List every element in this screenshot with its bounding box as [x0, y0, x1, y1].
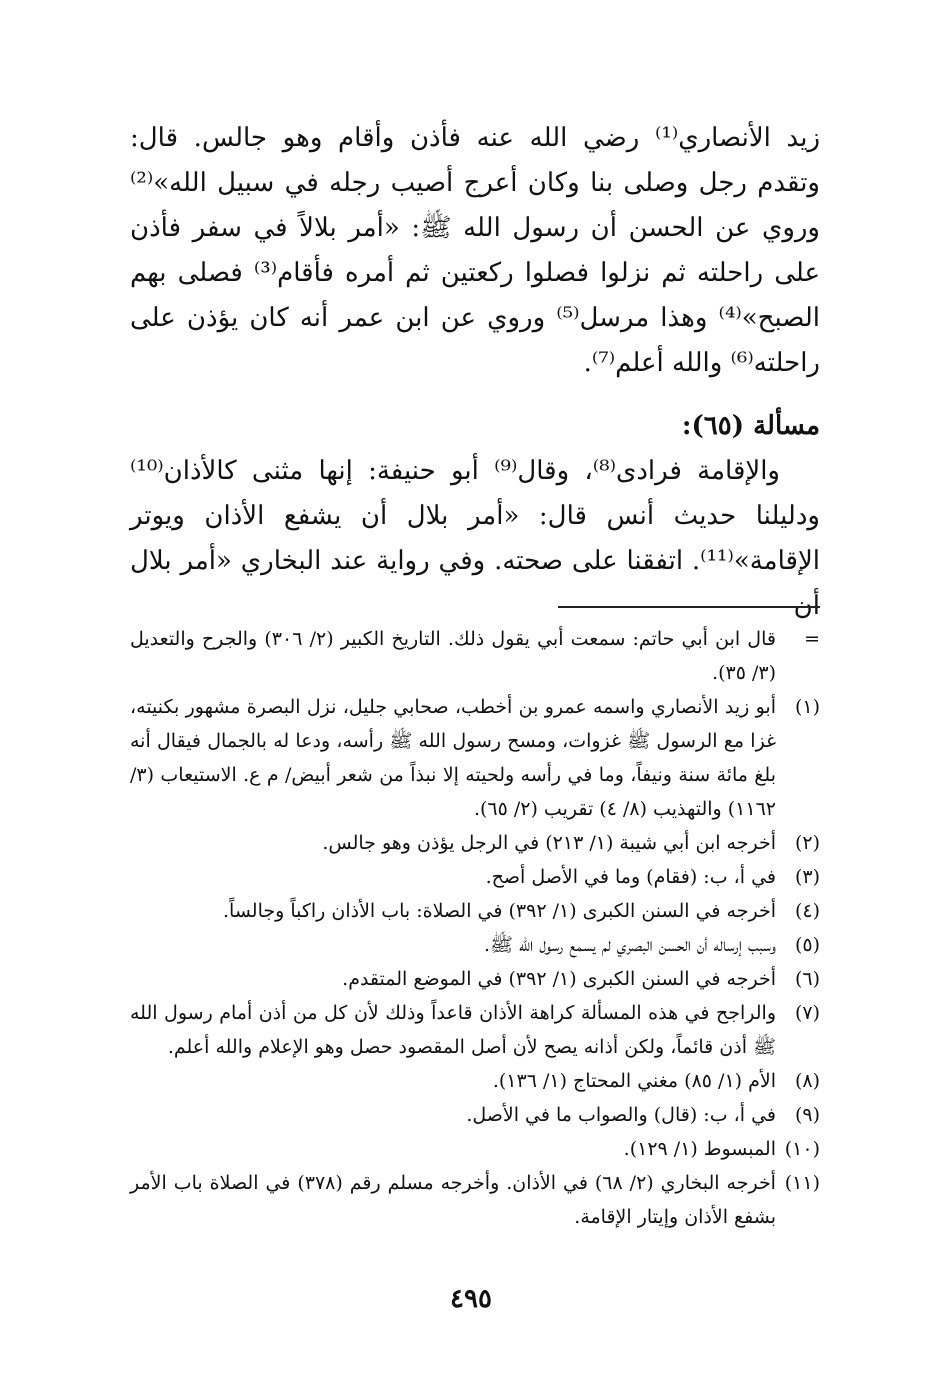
page-number: ٤٩٥	[450, 1284, 492, 1314]
footnote-marker: (٥)	[794, 934, 820, 956]
footnote-marker: (٤)	[794, 900, 820, 922]
footnote-text: والراجح في هذه المسألة كراهة الأذان قاعداً وذلك لأن كل من أذن أمام رسول الله ﷺ أذن قائماً، ولكن أذانه يصح لأن أصل المقصود حصل وهو الإعلام والله أعلم.	[130, 1002, 776, 1058]
paragraph-2: والإقامة فرادى⁽⁸⁾، وقال⁽⁹⁾ أبو حنيفة: إنها مثنى كالأذان⁽¹⁰⁾ ودليلنا حديث أنس قال: «أمر بلال أن يشفع الأذان ويوتر الإقامة»⁽¹¹⁾. اتفقنا على صحته. وفي رواية عند البخاري «أمر بلال أن	[130, 456, 820, 621]
footnote-marker: (٧)	[794, 1002, 820, 1024]
footnote-continuation	[130, 622, 820, 690]
footnote-text: أخرجه في السنن الكبرى (١/ ٣٩٢) في الموضع المتقدم.	[342, 968, 776, 990]
footnote-7	[130, 996, 820, 1064]
footnote-marker: (٨)	[794, 1070, 820, 1092]
footnote-4	[130, 894, 820, 928]
footnote-text: أخرجه البخاري (٢/ ٦٨) في الأذان. وأخرجه مسلم رقم (٣٧٨) في الصلاة باب الأمر بشفع الأذان وإيتار الإقامة.	[130, 1172, 776, 1228]
footnote-marker: (١١)	[784, 1172, 820, 1194]
footnote-10	[130, 1132, 820, 1166]
footnote-marker: (١٠)	[784, 1138, 820, 1160]
footnote-marker: =	[804, 628, 820, 650]
footnote-9	[130, 1098, 820, 1132]
footnote-6	[130, 962, 820, 996]
footnotes	[130, 622, 820, 1234]
footnote-text: في أ، ب: (فقام) وما في الأصل أصح.	[485, 866, 776, 888]
footnote-marker: (٦)	[794, 968, 820, 990]
footnote-text: في أ، ب: (قال) والصواب ما في الأصل.	[466, 1104, 776, 1126]
footnote-marker: (٩)	[794, 1104, 820, 1126]
footnote-11	[130, 1166, 820, 1234]
footnote-marker: (١)	[794, 696, 820, 718]
footnote-marker: (٣)	[794, 866, 820, 888]
footnote-8	[130, 1064, 820, 1098]
footnote-1	[130, 690, 820, 826]
footnote-text: قال ابن أبي حاتم: سمعت أبي يقول ذلك. التاريخ الكبير (٢/ ٣٠٦) والجرح والتعديل (٣/ ٣٥).	[130, 628, 776, 684]
footnote-text: أخرجه ابن أبي شيبة (١/ ٢١٣) في الرجل يؤذن وهو جالس.	[322, 832, 776, 854]
footnote-separator	[558, 606, 820, 608]
footnote-text: أخرجه في السنن الكبرى (١/ ٣٩٢) في الصلاة: باب الأذان راكباً وجالساً.	[223, 900, 776, 922]
footnote-text: المبسوط (١/ ١٢٩).	[623, 1138, 776, 1160]
footnote-marker: (٢)	[794, 832, 820, 854]
footnote-text: أبو زيد الأنصاري واسمه عمرو بن أخطب، صحابي جليل، نزل البصرة مشهور بكنيته، غزا مع الرسول ﷺ غزوات، ومسح رسول الله ﷺ رأسه، ودعا له بالجمال فيقال أنه بلغ مائة سنة ونيفاً، وما في رأسه ولحيته إلا نبذاً من شعر أبيض/ م ع. الاستيعاب (٣/ ١١٦٢) والتهذيب (٨/ ٤) تقريب (٢/ ٦٥).	[130, 696, 776, 820]
footnote-3	[130, 860, 820, 894]
footnote-text: الأم (١/ ٨٥) مغني المحتاج (١/ ١٣٦).	[492, 1070, 776, 1092]
section-heading: مسألة (٦٥):	[681, 411, 820, 441]
main-text	[130, 116, 820, 629]
footnote-text: وسبب إرساله أن الحسن البصري لم يسمع رسول الله ﷺ.	[483, 934, 776, 956]
footnote-5	[130, 928, 820, 962]
paragraph-1: زيد الأنصاري⁽¹⁾ رضي الله عنه فأذن وأقام وهو جالس. قال: وتقدم رجل وصلى بنا وكان أعرج أصيب رجله في سبيل الله»⁽²⁾ وروي عن الحسن أن رسول الله ﷺ: «أمر بلالاً في سفر فأذن على راحلته ثم نزلوا فصلوا ركعتين ثم أمره فأقام⁽³⁾ فصلى بهم الصبح»⁽⁴⁾ وهذا مرسل⁽⁵⁾ وروي عن ابن عمر أنه كان يؤذن على راحلته⁽⁶⁾ والله أعلم⁽⁷⁾.	[130, 123, 820, 378]
footnote-2	[130, 826, 820, 860]
